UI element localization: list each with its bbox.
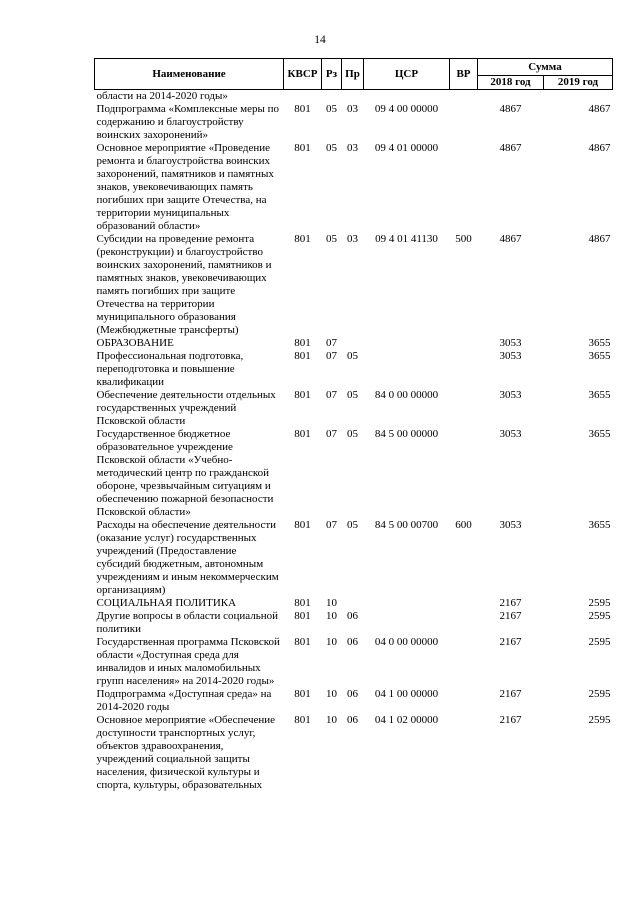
cell-csr: 09 4 01 00000 <box>374 142 439 154</box>
table-row <box>95 142 613 233</box>
header-sum: Сумма <box>478 59 613 76</box>
cell-kvsr: 801 <box>294 610 311 622</box>
cell-kvsr: 801 <box>294 142 311 154</box>
cell-pr <box>342 597 364 610</box>
cell-rz: 05 <box>326 103 337 115</box>
cell-2018: 3053 <box>499 389 522 401</box>
cell-kvsr: 801 <box>294 688 311 700</box>
cell-name: Профессиональная подготовка, переподготовка и повышение квалификации <box>96 350 244 388</box>
cell-csr <box>364 350 450 389</box>
header-csr: ЦСР <box>364 59 450 90</box>
cell-name: Расходы на обеспечение деятельности (оказание услуг) государственных учреждений (Предоставление субсидий бюджетным, автономным учреждениям и иным некоммерческим организациям) <box>96 519 279 596</box>
cell-2018: 2167 <box>499 610 522 622</box>
cell-kvsr: 801 <box>294 714 311 726</box>
cell-kvsr: 801 <box>294 428 311 440</box>
cell-2019: 4867 <box>588 103 611 115</box>
cell-pr <box>342 90 364 104</box>
table-row <box>95 233 613 337</box>
cell-2018: 3053 <box>499 350 522 362</box>
cell-rz: 07 <box>326 519 337 531</box>
cell-kvsr: 801 <box>294 389 311 401</box>
cell-rz: 05 <box>326 233 337 245</box>
table-row <box>95 389 613 428</box>
table-row <box>95 610 613 636</box>
header-2019: 2019 год <box>544 76 613 90</box>
cell-2019: 2595 <box>588 597 611 609</box>
table-row <box>95 636 613 688</box>
table-row <box>95 714 613 792</box>
cell-name: Государственная программа Псковской области «Доступная среда для инвалидов и иных маломобильных групп населения» на 2014-2020 годы» <box>96 636 280 687</box>
cell-name: Основное мероприятие «Обеспечение доступности транспортных услуг, объектов здравоохранения, учреждений социальной защиты населения, физической культуры и спорта, культуры, образовательных <box>96 714 276 791</box>
cell-pr: 05 <box>347 389 358 401</box>
cell-rz: 07 <box>326 337 337 349</box>
cell-kvsr: 801 <box>294 103 311 115</box>
cell-rz: 10 <box>326 714 337 726</box>
cell-name: ОБРАЗОВАНИЕ <box>96 337 174 349</box>
cell-csr <box>364 597 450 610</box>
cell-2018: 3053 <box>499 337 522 349</box>
cell-rz: 07 <box>326 428 337 440</box>
cell-2019: 2595 <box>588 636 611 648</box>
table-row <box>95 597 613 610</box>
cell-csr: 84 0 00 00000 <box>374 389 439 401</box>
cell-vr <box>450 428 478 519</box>
cell-name: Подпрограмма «Комплексные меры по содержанию и благоустройству воинских захоронений» <box>96 103 280 141</box>
cell-kvsr <box>284 90 322 104</box>
cell-2018: 2167 <box>499 597 522 609</box>
cell-2019: 3655 <box>588 389 611 401</box>
cell-kvsr: 801 <box>294 636 311 648</box>
cell-2019: 3655 <box>588 337 611 349</box>
cell-vr <box>450 688 478 714</box>
cell-rz: 10 <box>326 636 337 648</box>
cell-2018: 4867 <box>499 233 522 245</box>
cell-pr: 03 <box>347 233 358 245</box>
cell-pr: 06 <box>347 714 358 726</box>
cell-name: Основное мероприятие «Проведение ремонта и благоустройства воинских захоронений, памятников и памятных знаков, увековечивающих память погибших при защите Отечества, на территории муниципальных образований области» <box>96 142 274 232</box>
cell-csr: 04 1 02 00000 <box>374 714 439 726</box>
table-row <box>95 337 613 350</box>
table-row <box>95 688 613 714</box>
cell-2018 <box>478 90 544 104</box>
cell-2019: 2595 <box>588 714 611 726</box>
cell-kvsr: 801 <box>294 519 311 531</box>
cell-vr <box>450 610 478 636</box>
cell-2018: 4867 <box>499 142 522 154</box>
cell-rz: 10 <box>326 610 337 622</box>
cell-pr: 05 <box>347 519 358 531</box>
cell-csr <box>364 90 450 104</box>
cell-2018: 3053 <box>499 519 522 531</box>
cell-kvsr: 801 <box>294 233 311 245</box>
cell-pr: 06 <box>347 688 358 700</box>
cell-vr <box>450 90 478 104</box>
cell-2018: 2167 <box>499 714 522 726</box>
cell-2019: 2595 <box>588 610 611 622</box>
cell-name: Другие вопросы в области социальной политики <box>96 610 279 635</box>
cell-kvsr: 801 <box>294 350 311 362</box>
cell-2019: 2595 <box>588 688 611 700</box>
header-2018: 2018 год <box>478 76 544 90</box>
cell-csr <box>364 337 450 350</box>
cell-vr <box>450 636 478 688</box>
cell-vr <box>450 103 478 142</box>
table-row <box>95 103 613 142</box>
table-row <box>95 350 613 389</box>
cell-csr: 04 1 00 00000 <box>374 688 439 700</box>
cell-kvsr: 801 <box>294 597 311 609</box>
cell-rz: 10 <box>326 597 337 609</box>
cell-2019: 4867 <box>588 233 611 245</box>
cell-pr: 03 <box>347 103 358 115</box>
header-kvsr: КВСР <box>284 59 322 90</box>
cell-csr: 09 4 01 41130 <box>375 233 438 245</box>
cell-name: Обеспечение деятельности отдельных государственных учреждений Псковской области <box>96 389 276 427</box>
cell-pr: 03 <box>347 142 358 154</box>
cell-pr: 06 <box>347 636 358 648</box>
cell-vr <box>450 389 478 428</box>
cell-name: области на 2014-2020 годы» <box>96 90 228 102</box>
header-name: Наименование <box>95 59 284 90</box>
cell-pr: 06 <box>347 610 358 622</box>
cell-vr <box>450 350 478 389</box>
cell-rz <box>322 90 342 104</box>
cell-rz: 05 <box>326 142 337 154</box>
cell-rz: 07 <box>326 389 337 401</box>
cell-pr: 05 <box>347 428 358 440</box>
cell-name: Государственное бюджетное образовательное учреждение Псковской области «Учебно-методический центр по гражданской обороне, чрезвычайным ситуациям и обеспечению пожарной безопасности Псковской области» <box>96 428 274 518</box>
table-row <box>95 90 613 104</box>
cell-2019: 3655 <box>588 428 611 440</box>
cell-2018: 4867 <box>499 103 522 115</box>
table-body <box>95 90 613 793</box>
header-pr: Пр <box>342 59 364 90</box>
cell-vr: 600 <box>455 519 472 531</box>
cell-vr <box>450 597 478 610</box>
cell-name: Подпрограмма «Доступная среда» на 2014-2020 годы <box>96 688 272 713</box>
cell-rz: 10 <box>326 688 337 700</box>
cell-2019: 3655 <box>588 519 611 531</box>
cell-2018: 2167 <box>499 636 522 648</box>
cell-2019: 3655 <box>588 350 611 362</box>
header-rz: Рз <box>322 59 342 90</box>
header-vr: ВР <box>450 59 478 90</box>
cell-csr <box>364 610 450 636</box>
cell-csr: 04 0 00 00000 <box>374 636 439 648</box>
cell-csr: 84 5 00 00000 <box>374 428 439 440</box>
cell-kvsr: 801 <box>294 337 311 349</box>
table-row <box>95 519 613 597</box>
cell-rz: 07 <box>326 350 337 362</box>
cell-2018: 3053 <box>499 428 522 440</box>
cell-name: СОЦИАЛЬНАЯ ПОЛИТИКА <box>96 597 237 609</box>
cell-csr: 09 4 00 00000 <box>374 103 439 115</box>
cell-name: Субсидии на проведение ремонта (реконструкции) и благоустройство воинских захоронений, памятников и памятных знаков, увековечивающих память погибших при защите Отечества на территории муниципального образования (Межбюджетные трансферты) <box>96 233 272 336</box>
cell-vr: 500 <box>455 233 472 245</box>
cell-2018: 2167 <box>499 688 522 700</box>
cell-pr: 05 <box>347 350 358 362</box>
cell-2019 <box>544 90 613 104</box>
cell-pr <box>342 337 364 350</box>
page-number: 14 <box>314 34 326 46</box>
cell-vr <box>450 714 478 792</box>
cell-2019: 4867 <box>588 142 611 154</box>
table-row <box>95 428 613 519</box>
budget-table <box>94 58 613 792</box>
cell-csr: 84 5 00 00700 <box>374 519 439 531</box>
cell-vr <box>450 142 478 233</box>
cell-vr <box>450 337 478 350</box>
